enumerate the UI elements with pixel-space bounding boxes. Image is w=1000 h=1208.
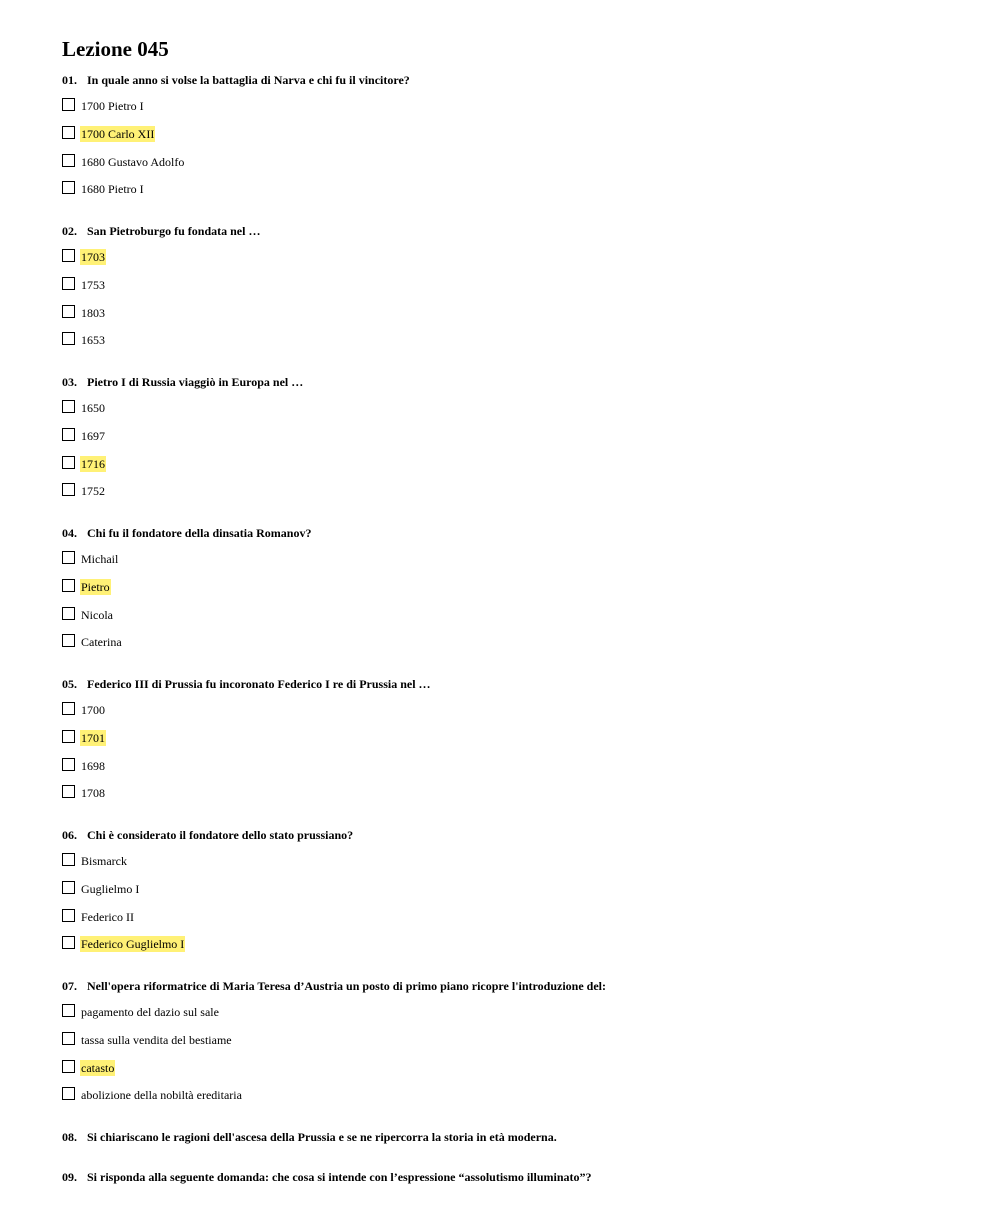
checkbox-icon[interactable] bbox=[62, 634, 75, 647]
question-8 bbox=[62, 1129, 557, 1145]
checkbox-icon[interactable] bbox=[62, 579, 75, 592]
question-1 bbox=[62, 72, 410, 88]
answer-label: 1753 bbox=[81, 277, 105, 292]
checkbox-icon[interactable] bbox=[62, 936, 75, 949]
question-text: Si chiariscano le ragioni dell'ascesa della Prussia e se ne ripercorra la storia in età moderna. bbox=[87, 1130, 557, 1144]
question-7 bbox=[62, 978, 606, 994]
checkbox-icon[interactable] bbox=[62, 400, 75, 413]
highlighted-answer-label: Pietro bbox=[81, 579, 110, 594]
question-number: 05. bbox=[62, 677, 77, 691]
checkbox-icon[interactable] bbox=[62, 1087, 75, 1100]
answer-label: 1752 bbox=[81, 484, 105, 499]
question-text: Si risponda alla seguente domanda: che cosa si intende con l’espressione “assolutismo illuminato”? bbox=[87, 1170, 592, 1184]
answer-label: 1700 Pietro I bbox=[81, 99, 144, 113]
question-number: 03. bbox=[62, 375, 77, 389]
highlighted-answer-label: catasto bbox=[81, 1060, 115, 1075]
question-number: 09. bbox=[62, 1170, 77, 1184]
checkbox-icon[interactable] bbox=[62, 277, 75, 290]
question-5 bbox=[62, 676, 431, 692]
answer-label: Federico II bbox=[81, 909, 134, 924]
answer-label: 1697 bbox=[81, 428, 105, 443]
answer-label: 1700 bbox=[81, 703, 105, 717]
answer-label: Caterina bbox=[81, 635, 122, 650]
answer-label: 1708 bbox=[81, 786, 105, 801]
checkbox-icon[interactable] bbox=[62, 785, 75, 798]
checkbox-icon[interactable] bbox=[62, 909, 75, 922]
checkbox-icon[interactable] bbox=[62, 1060, 75, 1073]
checkbox-icon[interactable] bbox=[62, 607, 75, 620]
answer-label: 1653 bbox=[81, 333, 105, 348]
checkbox-icon[interactable] bbox=[62, 98, 75, 111]
highlighted-answer-label: 1716 bbox=[81, 456, 105, 471]
page-title: Lezione 045 bbox=[62, 37, 169, 61]
question-text: Chi fu il fondatore della dinsatia Romanov? bbox=[87, 526, 312, 540]
answer-label: Nicola bbox=[81, 607, 113, 622]
answer-label: abolizione della nobiltà ereditaria bbox=[81, 1088, 242, 1103]
answer-label: Bismarck bbox=[81, 854, 127, 868]
answer-label: 1803 bbox=[81, 305, 105, 320]
highlighted-answer-label: 1700 Carlo XII bbox=[81, 126, 155, 141]
checkbox-icon[interactable] bbox=[62, 730, 75, 743]
highlighted-answer-label: 1703 bbox=[81, 250, 105, 264]
checkbox-icon[interactable] bbox=[62, 1032, 75, 1045]
answer-label: Michail bbox=[81, 552, 119, 566]
question-6 bbox=[62, 827, 353, 843]
checkbox-icon[interactable] bbox=[62, 428, 75, 441]
checkbox-icon[interactable] bbox=[62, 758, 75, 771]
highlighted-answer-label: 1701 bbox=[81, 730, 105, 745]
question-text: Chi è considerato il fondatore dello stato prussiano? bbox=[87, 828, 354, 842]
checkbox-icon[interactable] bbox=[62, 881, 75, 894]
question-3 bbox=[62, 374, 303, 390]
answer-label: tassa sulla vendita del bestiame bbox=[81, 1032, 232, 1047]
checkbox-icon[interactable] bbox=[62, 551, 75, 564]
question-text: Pietro I di Russia viaggiò in Europa nel … bbox=[87, 375, 304, 389]
checkbox-icon[interactable] bbox=[62, 154, 75, 167]
checkbox-icon[interactable] bbox=[62, 249, 75, 262]
question-9 bbox=[62, 1169, 592, 1185]
answer-label: pagamento del dazio sul sale bbox=[81, 1005, 219, 1019]
checkbox-icon[interactable] bbox=[62, 305, 75, 318]
question-number: 08. bbox=[62, 1130, 77, 1144]
question-number: 06. bbox=[62, 828, 77, 842]
question-text: San Pietroburgo fu fondata nel … bbox=[87, 224, 261, 238]
checkbox-icon[interactable] bbox=[62, 456, 75, 469]
question-number: 01. bbox=[62, 73, 77, 87]
answer-label: 1698 bbox=[81, 758, 105, 773]
checkbox-icon[interactable] bbox=[62, 332, 75, 345]
checkbox-icon[interactable] bbox=[62, 702, 75, 715]
checkbox-icon[interactable] bbox=[62, 483, 75, 496]
question-number: 04. bbox=[62, 526, 77, 540]
answer-label: 1650 bbox=[81, 401, 105, 415]
question-4 bbox=[62, 525, 311, 541]
question-number: 02. bbox=[62, 224, 77, 238]
question-text: Federico III di Prussia fu incoronato Federico I re di Prussia nel … bbox=[87, 677, 431, 691]
answer-label: Guglielmo I bbox=[81, 881, 140, 896]
question-number: 07. bbox=[62, 979, 77, 993]
checkbox-icon[interactable] bbox=[62, 181, 75, 194]
checkbox-icon[interactable] bbox=[62, 853, 75, 866]
question-text: In quale anno si volse la battaglia di Narva e chi fu il vincitore? bbox=[87, 73, 410, 87]
question-text: Nell'opera riformatrice di Maria Teresa d’Austria un posto di primo piano ricopre l'introduzione del: bbox=[87, 979, 606, 993]
checkbox-icon[interactable] bbox=[62, 1004, 75, 1017]
highlighted-answer-label: Federico Guglielmo I bbox=[81, 937, 185, 952]
answer-label: 1680 Pietro I bbox=[81, 182, 144, 197]
checkbox-icon[interactable] bbox=[62, 126, 75, 139]
question-2 bbox=[62, 223, 260, 239]
answer-label: 1680 Gustavo Adolfo bbox=[81, 154, 185, 169]
